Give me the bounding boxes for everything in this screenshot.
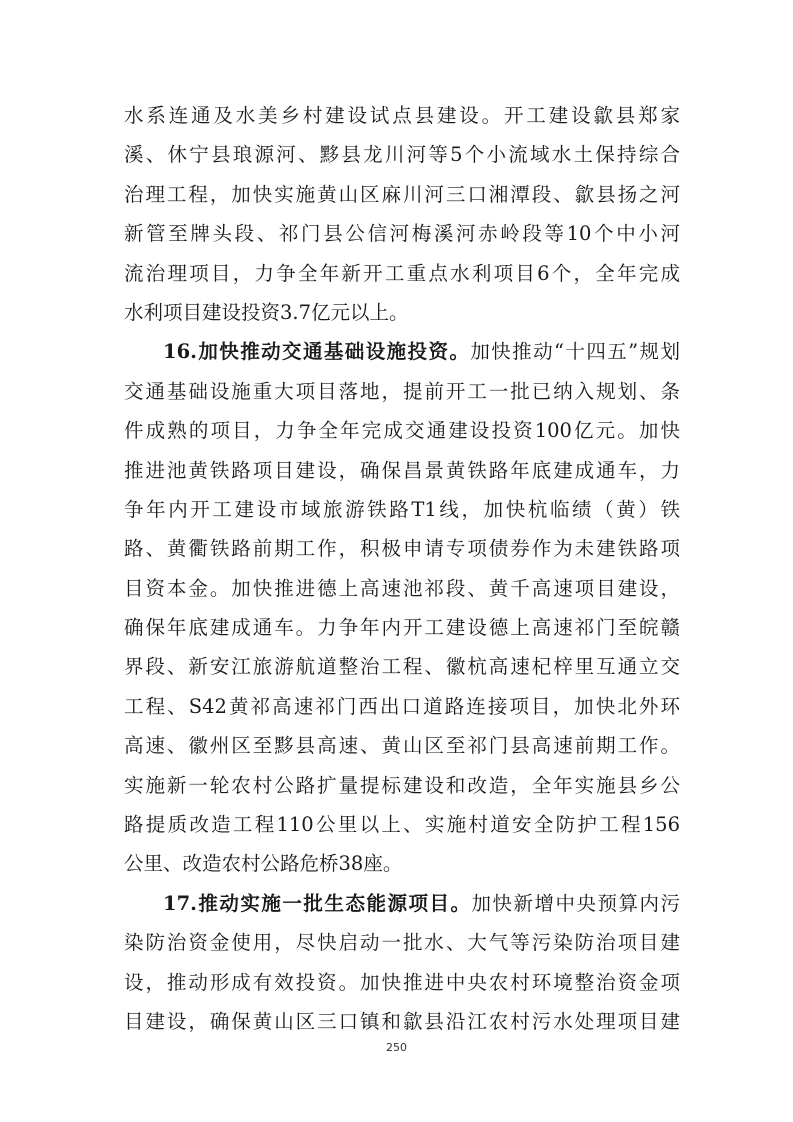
section-17-first-line — [124, 884, 680, 923]
body-text — [124, 96, 680, 1041]
section-16-heading: 16.加快推动交通基础设施投资。 — [163, 340, 471, 364]
section-16-text: 加快推动“十四五”规划 — [470, 340, 680, 364]
section-17-text: 加快新增中央预算内污 — [471, 891, 680, 915]
section-17-heading: 17.推动实施一批生态能源项目。 — [163, 891, 472, 915]
text-line: 路提质改造工程110公里以上、实施村道安全防护工程156 — [124, 813, 680, 837]
text-line: 路、黄衢铁路前期工作，积极申请专项债券作为未建铁路项 — [124, 537, 680, 561]
text-line: 实施新一轮农村公路扩量提标建设和改造，全年实施县乡公 — [124, 773, 680, 797]
text-line: 染防治资金使用，尽快启动一批水、大气等污染防治项目建 — [124, 931, 680, 955]
text-line: 目资本金。加快推进德上高速池祁段、黄千高速项目建设， — [124, 576, 680, 600]
text-line: 水系连通及水美乡村建设试点县建设。开工建设歙县郑家 — [124, 104, 680, 127]
text-line: 高速、徽州区至黟县高速、黄山区至祁门县高速前期工作。 — [124, 734, 680, 758]
text-line: 件成熟的项目，力争全年完成交通建设投资100亿元。加快 — [124, 419, 680, 443]
text-line: 目建设，确保黄山区三口镇和歙县沿江农村污水处理项目建 — [124, 1009, 680, 1033]
text-line: 推进池黄铁路项目建设，确保昌景黄铁路年底建成通车，力 — [124, 458, 680, 482]
text-line: 水利项目建设投资3.7亿元以上。 — [124, 300, 409, 324]
text-line: 公里、改造农村公路危桥38座。 — [124, 852, 403, 876]
page-number: 250 — [386, 1041, 407, 1054]
text-line: 溪、休宁县琅源河、黟县龙川河等5个小流域水土保持综合 — [124, 143, 680, 167]
text-line: 交通基础设施重大项目落地，提前开工一批已纳入规划、条 — [124, 379, 680, 403]
text-line: 工程、S42黄祁高速祁门西出口道路连接项目，加快北外环 — [124, 694, 680, 718]
text-line: 流治理项目，力争全年新开工重点水利项目6个，全年完成 — [124, 261, 680, 285]
text-line: 设，推动形成有效投资。加快推进中央农村环境整治资金项 — [124, 970, 680, 994]
text-line: 确保年底建成通车。力争年内开工建设德上高速祁门至皖赣 — [124, 616, 680, 640]
text-line: 争年内开工建设市域旅游铁路T1线，加快杭临绩（黄）铁 — [124, 497, 680, 521]
section-16-first-line — [124, 332, 680, 371]
text-line: 新管至牌头段、祁门县公信河梅溪河赤岭段等10个中小河 — [124, 222, 680, 246]
text-line: 治理工程，加快实施黄山区麻川河三口湘潭段、歙县扬之河 — [124, 182, 680, 206]
text-line: 界段、新安江旅游航道整治工程、徽杭高速杞梓里互通立交 — [124, 655, 680, 679]
